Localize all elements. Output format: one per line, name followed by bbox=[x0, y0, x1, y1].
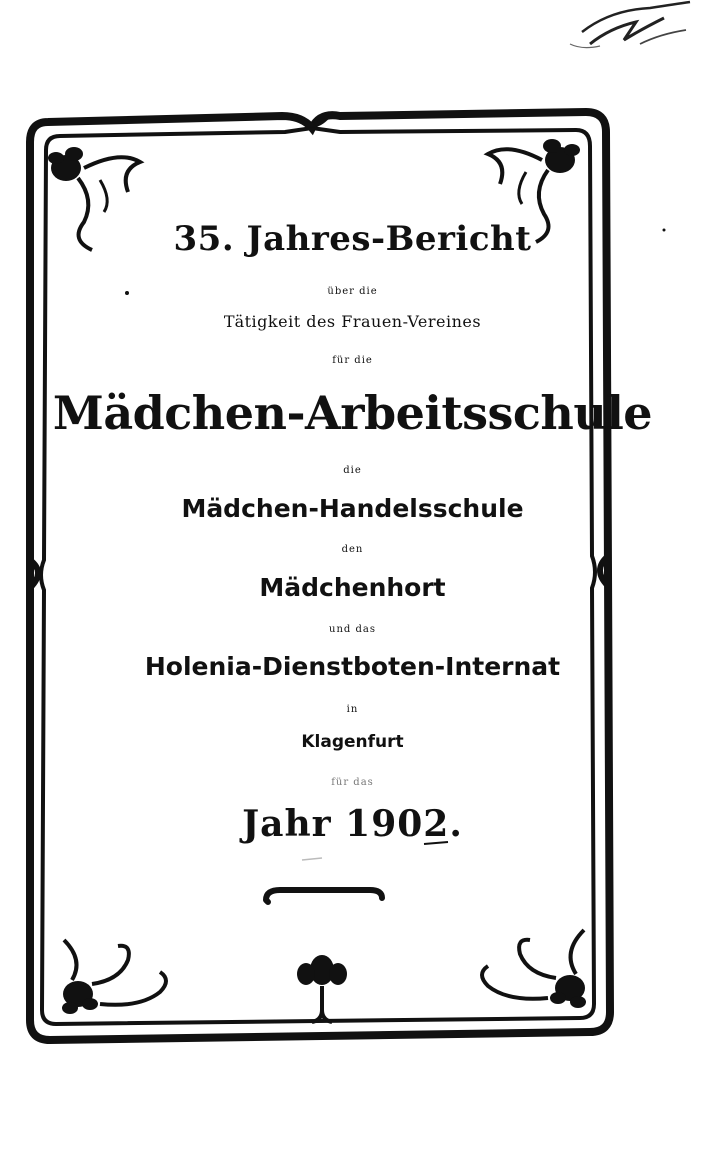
handwritten-mark bbox=[570, 2, 690, 48]
connector-und-das: und das bbox=[329, 624, 376, 635]
school-arbeit-heading: Mädchen-Arbeitsschule bbox=[52, 386, 653, 440]
connector-die: die bbox=[343, 465, 362, 476]
city-name: Klagenfurt bbox=[301, 732, 404, 752]
report-title: 35. Jahres-Bericht bbox=[173, 219, 532, 259]
association-line: Tätigkeit des Frauen-Vereines bbox=[223, 312, 482, 331]
decorative-rule bbox=[266, 890, 382, 902]
report-year: Jahr 1902. bbox=[242, 803, 463, 845]
bottom-right-flower-ornament bbox=[482, 930, 586, 1008]
connector-fuer-das: für das bbox=[331, 777, 374, 788]
top-notch bbox=[296, 116, 328, 125]
connector-den: den bbox=[341, 544, 364, 555]
connector-fuer: für die bbox=[332, 355, 373, 366]
school-internat-heading: Holenia-Dienstboten-Internat bbox=[144, 652, 561, 681]
year-faint-mark bbox=[302, 858, 322, 860]
bottom-left-flower-ornament bbox=[62, 940, 166, 1014]
bottom-center-flower-ornament bbox=[297, 955, 347, 1022]
school-handel-heading: Mädchen-Handelsschule bbox=[181, 494, 524, 523]
connector-in: in bbox=[346, 704, 359, 715]
connector-ueber: über die bbox=[327, 286, 378, 297]
school-hort-heading: Mädchenhort bbox=[259, 573, 446, 602]
